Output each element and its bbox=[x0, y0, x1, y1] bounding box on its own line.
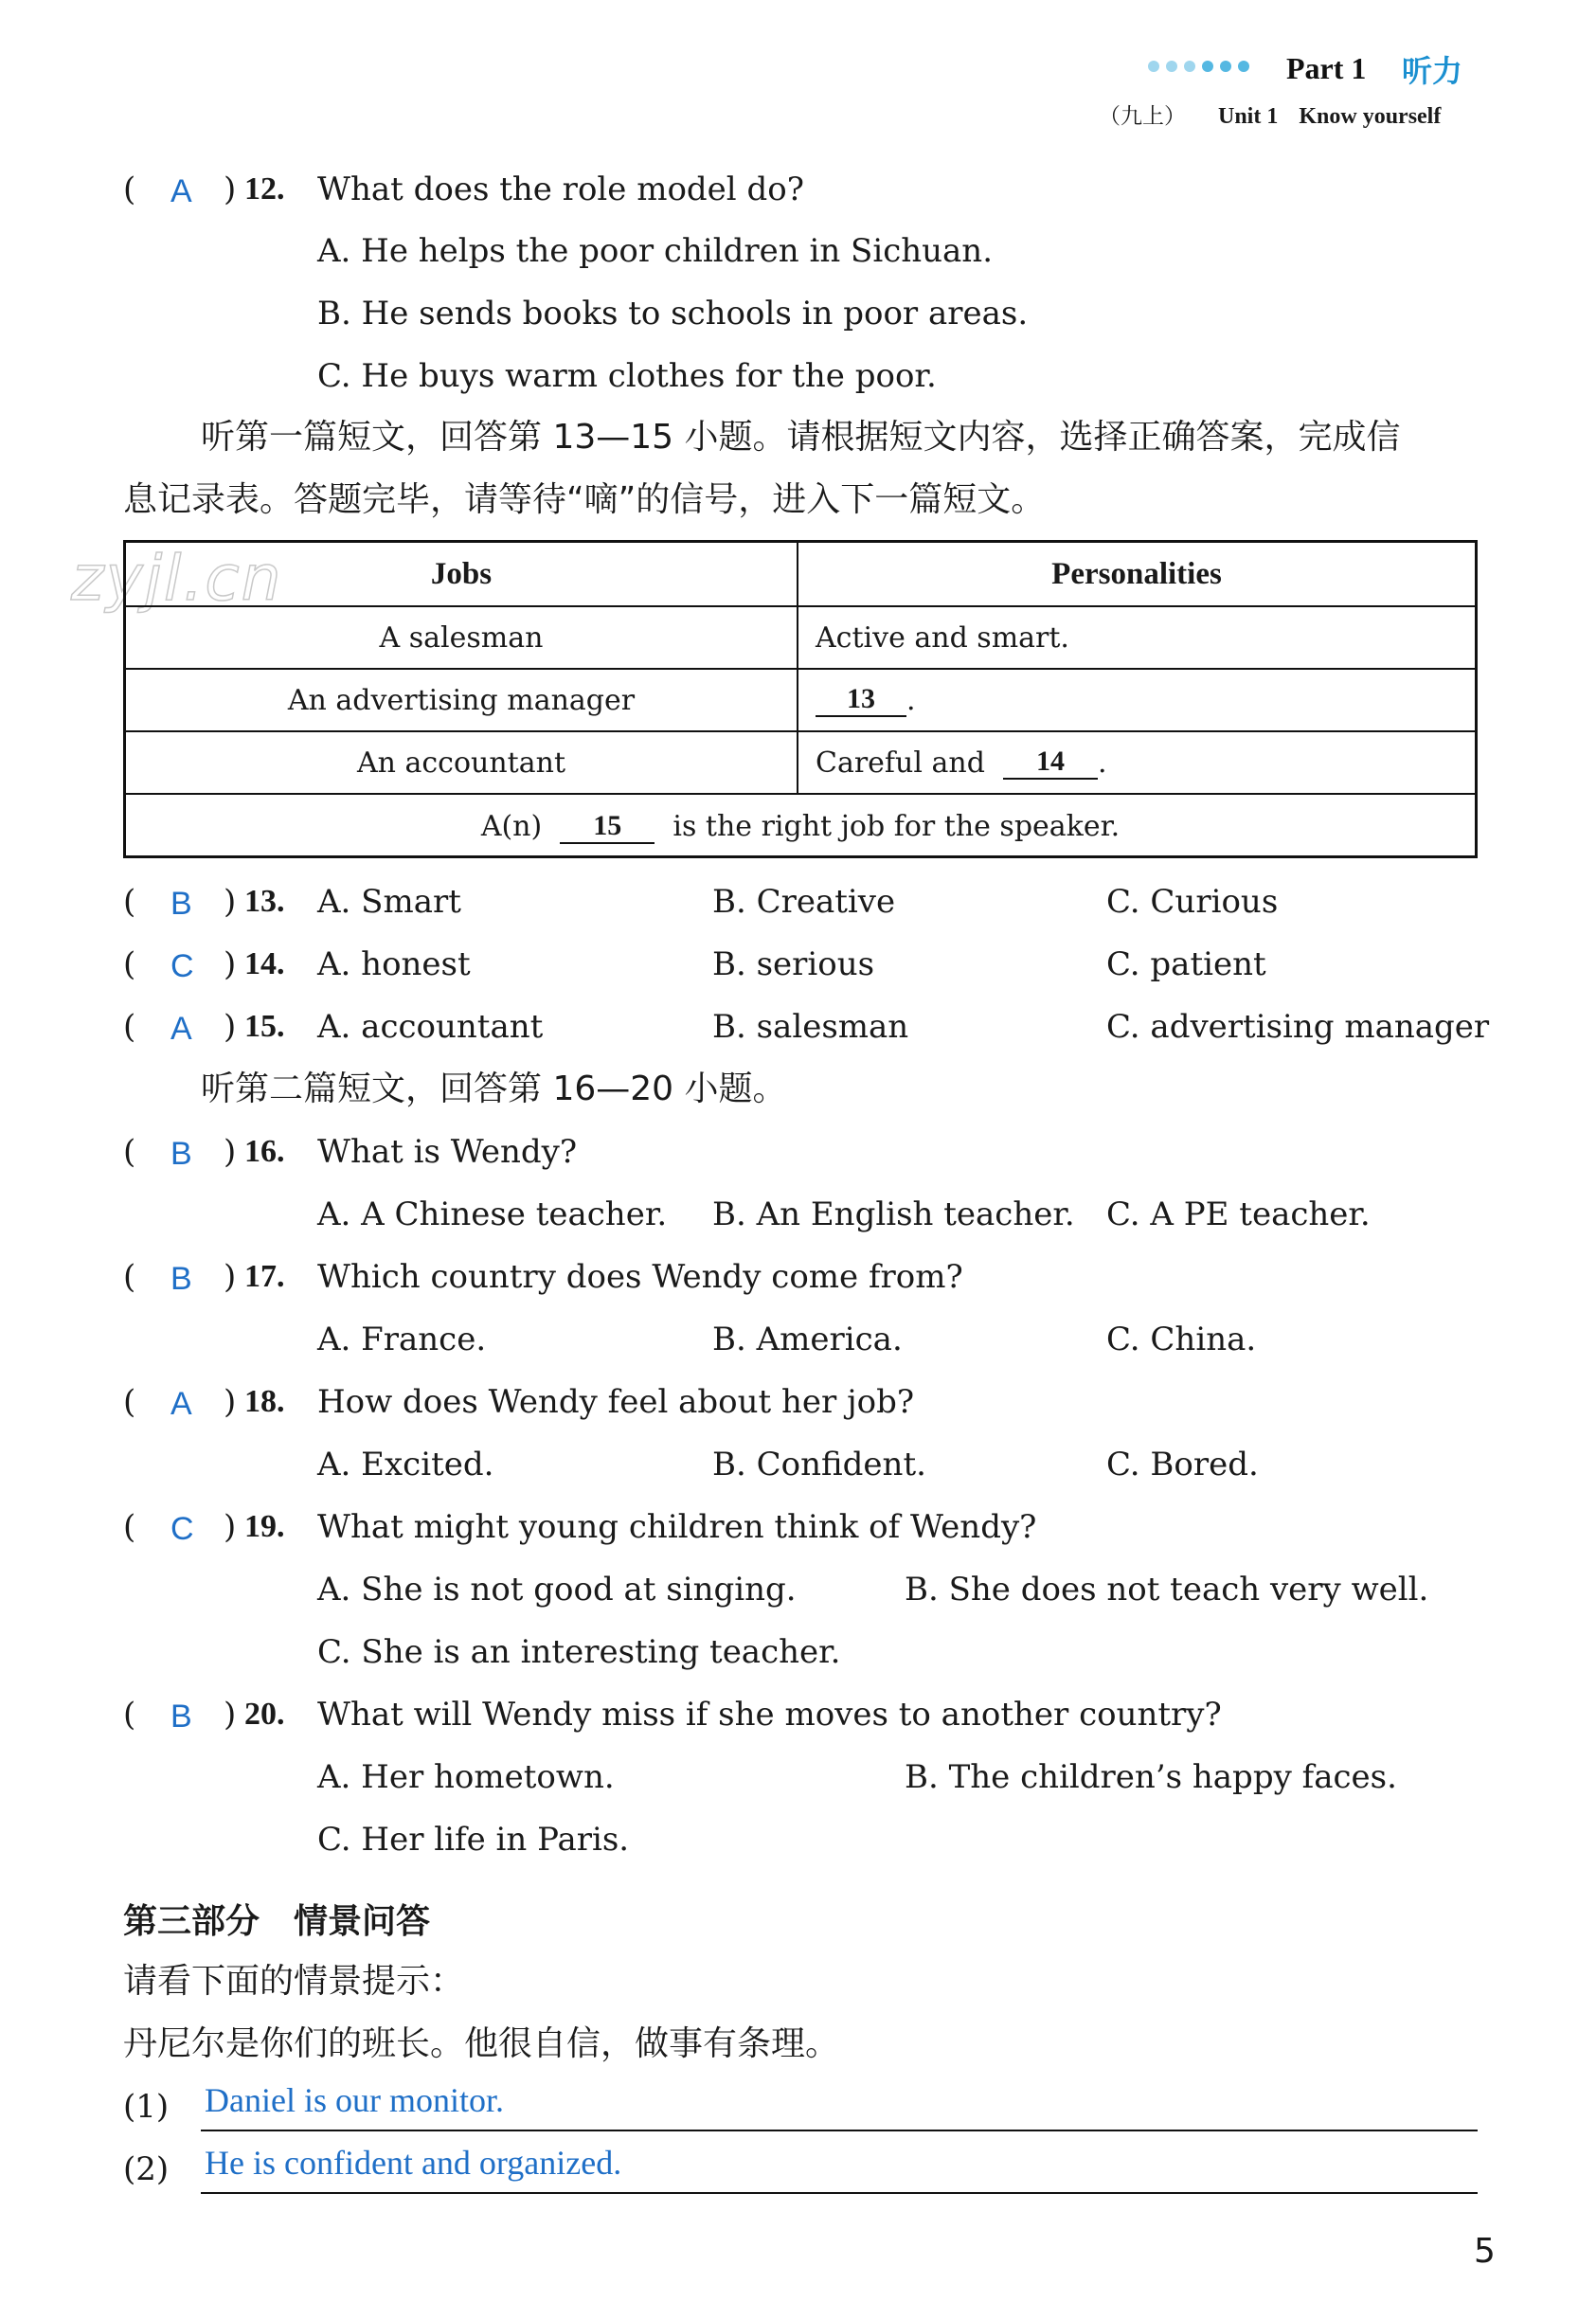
response-answer[interactable]: He is confident and organized. bbox=[205, 2144, 622, 2182]
option-b: B. Confident. bbox=[712, 1446, 926, 1483]
part3-title: 第三部分 情景问答 bbox=[123, 1902, 431, 1941]
table-footer-row bbox=[126, 795, 1475, 858]
option-c: C. patient bbox=[1106, 945, 1266, 983]
answer-20: B bbox=[170, 1699, 192, 1735]
answer-bracket-open: ( bbox=[123, 945, 136, 983]
option-b: B. The children’s happy faces. bbox=[905, 1758, 1397, 1796]
answer-bracket-close: ) bbox=[224, 1008, 237, 1046]
question-text: What does the role model do? bbox=[317, 171, 804, 208]
option-c: C. A PE teacher. bbox=[1106, 1195, 1371, 1233]
question-number: 14. bbox=[244, 946, 285, 981]
answer-19: C bbox=[170, 1511, 194, 1547]
response-label: (2) bbox=[123, 2150, 170, 2188]
option-a: A. honest bbox=[317, 945, 471, 983]
option-a: A. Excited. bbox=[317, 1446, 494, 1483]
question-number: 16. bbox=[244, 1134, 285, 1169]
option-c: C. China. bbox=[1106, 1321, 1257, 1358]
option-a: A. Smart bbox=[317, 883, 461, 921]
answer-18: A bbox=[170, 1386, 192, 1422]
question-text: What is Wendy? bbox=[317, 1133, 578, 1171]
answer-bracket-close: ) bbox=[224, 171, 237, 208]
option-b: B. America. bbox=[712, 1321, 903, 1358]
table-row bbox=[126, 670, 1475, 732]
option-b: B. She does not teach very well. bbox=[905, 1571, 1429, 1609]
response-label: (1) bbox=[123, 2088, 170, 2126]
answer-bracket-close: ) bbox=[224, 1133, 237, 1171]
table-header-row bbox=[126, 543, 1475, 607]
question-number: 12. bbox=[244, 171, 285, 207]
option-a: A. A Chinese teacher. bbox=[317, 1195, 668, 1233]
answer-bracket-open: ( bbox=[123, 1008, 136, 1046]
answer-15: A bbox=[170, 1011, 192, 1047]
option-b: B. Creative bbox=[712, 883, 896, 921]
response-answer[interactable]: Daniel is our monitor. bbox=[205, 2081, 504, 2119]
info-table bbox=[123, 540, 1478, 858]
header-grade: （九上） bbox=[1099, 104, 1186, 129]
option-c: C. She is an interesting teacher. bbox=[317, 1633, 841, 1671]
question-text: Which country does Wendy come from? bbox=[317, 1258, 963, 1296]
header-subtitle bbox=[1099, 99, 1441, 130]
table-cell-personality bbox=[798, 732, 1475, 793]
option-b: B. He sends books to schools in poor areas. bbox=[317, 295, 1029, 333]
question-number: 18. bbox=[244, 1384, 285, 1419]
option-a: A. He helps the poor children in Sichuan. bbox=[317, 232, 994, 270]
question-number: 19. bbox=[244, 1509, 285, 1544]
answer-14: C bbox=[170, 948, 194, 984]
header-unit-title: Know yourself bbox=[1299, 104, 1442, 129]
option-c: C. He buys warm clothes for the poor. bbox=[317, 357, 937, 395]
answer-line bbox=[201, 2130, 1478, 2131]
table-cell-job: An accountant bbox=[126, 732, 798, 793]
answer-bracket-open: ( bbox=[123, 1258, 136, 1296]
instruction-2: 听第二篇短文，回答第 16—20 小题。 bbox=[201, 1070, 787, 1108]
option-b: B. An English teacher. bbox=[712, 1195, 1075, 1233]
answer-12: A bbox=[170, 173, 192, 209]
table-header-jobs: Jobs bbox=[126, 543, 798, 605]
question-number: 20. bbox=[244, 1697, 285, 1732]
blank-14[interactable]: 14 bbox=[1003, 746, 1098, 780]
table-row bbox=[126, 607, 1475, 670]
table-footer bbox=[126, 795, 1475, 858]
answer-bracket-close: ) bbox=[224, 1508, 237, 1546]
answer-17: B bbox=[170, 1261, 192, 1297]
answer-bracket-open: ( bbox=[123, 1383, 136, 1421]
option-a: A. Her hometown. bbox=[317, 1758, 615, 1796]
answer-bracket-open: ( bbox=[123, 883, 136, 921]
answer-bracket-open: ( bbox=[123, 1133, 136, 1171]
question-text: What will Wendy miss if she moves to another country? bbox=[317, 1696, 1222, 1734]
question-text: How does Wendy feel about her job? bbox=[317, 1383, 915, 1421]
part3-prompt-label: 请看下面的情景提示： bbox=[123, 1962, 465, 2001]
answer-13: B bbox=[170, 886, 192, 922]
header-unit: Unit 1 bbox=[1218, 104, 1279, 129]
question-number: 15. bbox=[244, 1009, 285, 1044]
table-cell-job: An advertising manager bbox=[126, 670, 798, 730]
header-part: Part 1 bbox=[1286, 51, 1367, 85]
option-c: C. Her life in Paris. bbox=[317, 1821, 630, 1859]
cell-prefix: Careful and bbox=[816, 746, 985, 780]
option-c: C. Bored. bbox=[1106, 1446, 1259, 1483]
watermark: zyjl.cn bbox=[71, 542, 283, 615]
answer-bracket-close: ) bbox=[224, 1383, 237, 1421]
punctuation: . bbox=[906, 683, 916, 717]
footer-suffix: is the right job for the speaker. bbox=[672, 810, 1121, 843]
page-number: 5 bbox=[1474, 2232, 1496, 2271]
option-b: B. serious bbox=[712, 945, 875, 983]
header-section: 听力 bbox=[1402, 53, 1463, 89]
instruction-1-line-1: 听第一篇短文，回答第 13—15 小题。请根据短文内容，选择正确答案，完成信 bbox=[201, 418, 1401, 457]
table-cell-personality bbox=[798, 670, 1475, 730]
answer-line bbox=[201, 2192, 1478, 2194]
option-a: A. She is not good at singing. bbox=[317, 1571, 797, 1609]
blank-15[interactable]: 15 bbox=[560, 810, 655, 844]
question-number: 17. bbox=[244, 1259, 285, 1294]
header-decor-dots bbox=[1148, 61, 1249, 72]
table-cell-job: A salesman bbox=[126, 607, 798, 668]
answer-bracket-open: ( bbox=[123, 1696, 136, 1734]
blank-13[interactable]: 13 bbox=[816, 683, 906, 717]
answer-bracket-close: ) bbox=[224, 1696, 237, 1734]
option-a: A. France. bbox=[317, 1321, 487, 1358]
answer-bracket-close: ) bbox=[224, 883, 237, 921]
table-cell-personality: Active and smart. bbox=[816, 620, 1069, 655]
option-c: C. Curious bbox=[1106, 883, 1279, 921]
answer-bracket-close: ) bbox=[224, 1258, 237, 1296]
punctuation: . bbox=[1097, 746, 1107, 780]
answer-bracket-open: ( bbox=[123, 1508, 136, 1546]
part3-scenario: 丹尼尔是你们的班长。他很自信，做事有条理。 bbox=[123, 2024, 840, 2063]
option-b: B. salesman bbox=[712, 1008, 909, 1046]
answer-bracket-close: ) bbox=[224, 945, 237, 983]
table-row bbox=[126, 732, 1475, 795]
instruction-1-line-2: 息记录表。答题完毕，请等待“嘀”的信号，进入下一篇短文。 bbox=[123, 480, 1046, 519]
question-text: What might young children think of Wendy? bbox=[317, 1508, 1037, 1546]
footer-prefix: A(n) bbox=[480, 810, 543, 843]
answer-16: B bbox=[170, 1136, 192, 1172]
table-header-personalities: Personalities bbox=[1051, 556, 1222, 591]
answer-bracket-open: ( bbox=[123, 171, 136, 208]
question-number: 13. bbox=[244, 884, 285, 919]
option-a: A. accountant bbox=[317, 1008, 544, 1046]
option-c: C. advertising manager bbox=[1106, 1008, 1490, 1046]
